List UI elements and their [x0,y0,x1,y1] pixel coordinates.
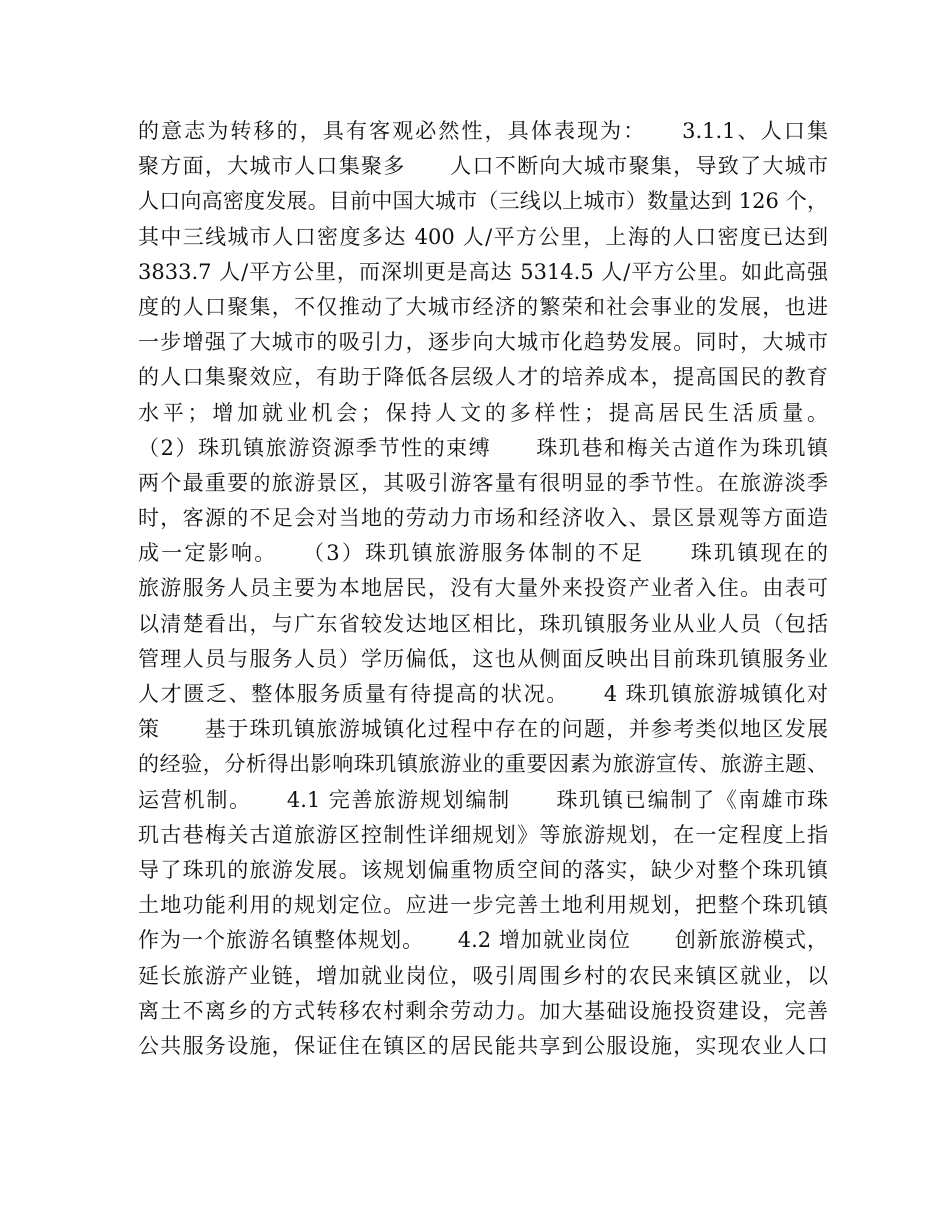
text-line: 延长旅游产业链，增加就业岗位，吸引周围乡村的农民来镇区就业，以 [138,963,828,988]
body-text [138,114,828,1064]
text-line: 人才匮乏、整体服务质量有待提高的状况。 4 珠玑镇旅游城镇化对 [138,682,828,706]
text-line: 的人口集聚效应，有助于降低各层级人才的培养成本，提高国民的教育 [138,365,828,390]
text-line: 公共服务设施，保证住在镇区的居民能共享到公服设施，实现农业人口 [138,1033,828,1058]
text-line: 旅游服务人员主要为本地居民，没有大量外来投资产业者入住。由表可 [138,576,828,601]
text-line: 离土不离乡的方式转移农村剩余劳动力。加大基础设施投资建设，完善 [138,998,828,1023]
text-line: 管理人员与服务人员）学历偏低，这也从侧面反映出目前珠玑镇服务业 [138,646,828,671]
text-line: 以清楚看出，与广东省较发达地区相比，珠玑镇服务业从业人员（包括 [138,611,828,636]
text-line: 的意志为转移的，具有客观必然性，具体表现为： 3.1.1、人口集 [138,119,828,143]
text-line: 运营机制。 4.1 完善旅游规划编制 珠玑镇已编制了《南雄市珠 [138,787,828,812]
text-line: 3833.7 人/平方公里，而深圳更是高达 5314.5 人/平方公里。如此高强 [138,259,828,284]
text-line: 成一定影响。 （3）珠玑镇旅游服务体制的不足 珠玑镇现在的 [138,541,828,566]
text-line: （2）珠玑镇旅游资源季节性的束缚 珠玑巷和梅关古道作为珠玑镇 [138,435,828,460]
text-line: 其中三线城市人口密度多达 400 人/平方公里，上海的人口密度已达到 [138,224,828,249]
text-line: 玑古巷梅关古道旅游区控制性详细规划》等旅游规划，在一定程度上指 [138,822,828,847]
text-line: 聚方面，大城市人口集聚多 人口不断向大城市聚集，导致了大城市 [138,154,828,179]
text-line: 时，客源的不足会对当地的劳动力市场和经济收入、景区景观等方面造 [138,506,828,531]
text-line: 策 基于珠玑镇旅游城镇化过程中存在的问题，并参考类似地区发展 [138,717,828,742]
text-line: 一步增强了大城市的吸引力，逐步向大城市化趋势发展。同时，大城市 [138,330,828,355]
text-line: 水平；增加就业机会；保持人文的多样性；提高居民生活质量。 [138,400,828,425]
text-line: 人口向高密度发展。目前中国大城市（三线以上城市）数量达到 126 个， [138,189,828,214]
text-line: 导了珠玑的旅游发展。该规划偏重物质空间的落实，缺少对整个珠玑镇 [138,857,828,882]
text-line: 土地功能利用的规划定位。应进一步完善土地利用规划，把整个珠玑镇 [138,893,828,918]
text-line: 的经验，分析得出影响珠玑镇旅游业的重要因素为旅游宣传、旅游主题、 [138,752,828,777]
text-line: 度的人口聚集，不仅推动了大城市经济的繁荣和社会事业的发展，也进 [138,294,828,319]
text-line: 作为一个旅游名镇整体规划。 4.2 增加就业岗位 创新旅游模式， [138,928,828,953]
text-line: 两个最重要的旅游景区，其吸引游客量有很明显的季节性。在旅游淡季 [138,470,828,495]
